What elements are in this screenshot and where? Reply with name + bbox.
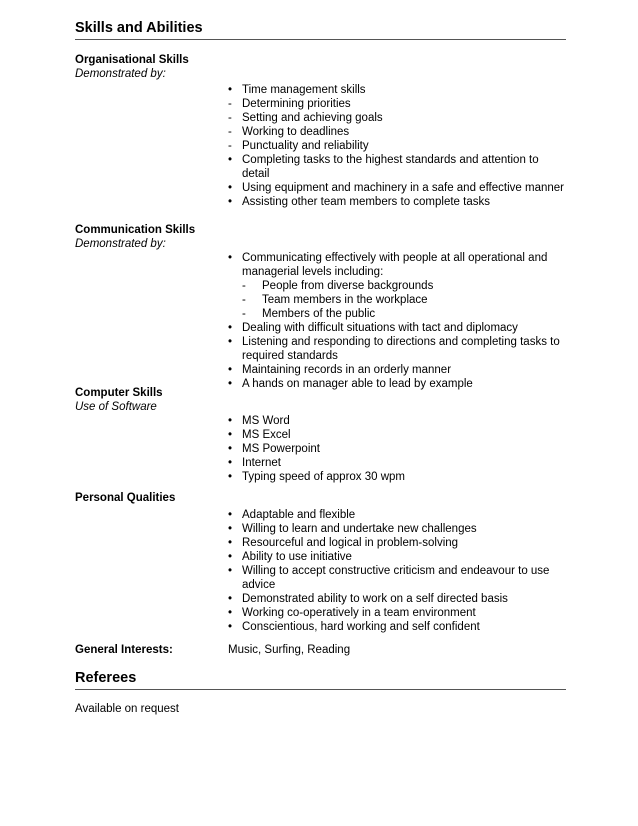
bullet-icon: •	[228, 551, 233, 563]
list-item	[228, 550, 568, 564]
list-item	[228, 307, 568, 321]
list-item	[228, 414, 568, 428]
personal-list	[228, 508, 568, 634]
list-item	[228, 592, 568, 606]
bullet-icon: •	[228, 252, 233, 264]
list-item	[228, 428, 568, 442]
bullet-icon: •	[228, 378, 233, 390]
list-item-text: Demonstrated ability to work on a self directed basis	[242, 593, 508, 605]
bullet-icon: •	[228, 537, 233, 549]
list-item	[228, 195, 568, 209]
bullet-icon: •	[228, 429, 233, 441]
list-item-text: Willing to learn and undertake new challenges	[242, 523, 477, 535]
list-item-text: Setting and achieving goals	[242, 112, 383, 124]
list-item-text: Ability to use initiative	[242, 551, 352, 563]
list-item	[228, 536, 568, 550]
list-item-text: Time management skills	[242, 84, 366, 96]
list-item-text: Assisting other team members to complete tasks	[242, 196, 490, 208]
list-item-text: MS Powerpoint	[242, 443, 320, 455]
list-item	[228, 522, 568, 536]
list-item	[228, 111, 568, 125]
list-item-text: Dealing with difficult situations with tact and diplomacy	[242, 322, 518, 334]
computer-subtitle: Use of Software	[75, 401, 157, 413]
list-item-text: People from diverse backgrounds	[262, 280, 434, 292]
bullet-icon: •	[228, 154, 233, 166]
interests-label: General Interests:	[75, 644, 173, 656]
list-item-text: Communicating effectively with people at all operational and managerial levels including:	[242, 252, 548, 278]
computer-list	[228, 414, 568, 484]
list-item	[228, 293, 568, 307]
bullet-icon: •	[228, 565, 233, 577]
list-item-text: Adaptable and flexible	[242, 509, 356, 521]
personal-title: Personal Qualities	[75, 492, 176, 504]
referees-text: Available on request	[75, 703, 179, 715]
bullet-icon: •	[228, 322, 233, 334]
list-item	[228, 363, 568, 377]
list-item	[228, 335, 568, 363]
bullet-icon: •	[228, 196, 233, 208]
bullet-icon: •	[228, 364, 233, 376]
dash-icon: -	[228, 112, 232, 124]
bullet-icon: •	[228, 607, 233, 619]
bullet-icon: •	[228, 509, 233, 521]
list-item-text: Members of the public	[262, 308, 376, 320]
list-item	[228, 181, 568, 195]
organisational-list	[228, 83, 568, 209]
list-item-text: Working co-operatively in a team environment	[242, 607, 476, 619]
computer-title: Computer Skills	[75, 387, 163, 399]
list-item-text: Team members in the workplace	[262, 294, 428, 306]
bullet-icon: •	[228, 593, 233, 605]
list-item	[228, 125, 568, 139]
bullet-icon: •	[228, 84, 233, 96]
list-item	[228, 279, 568, 293]
list-item-text: Conscientious, hard working and self confident	[242, 621, 480, 633]
list-item	[228, 470, 568, 484]
dash-icon: -	[242, 294, 246, 306]
list-item-text: Maintaining records in an orderly manner	[242, 364, 452, 376]
list-item	[228, 251, 568, 279]
dash-icon: -	[242, 280, 246, 292]
list-item	[228, 377, 568, 391]
dash-icon: -	[242, 308, 246, 320]
list-item-text: Completing tasks to the highest standards and attention to detail	[242, 154, 539, 180]
list-item-text: Typing speed of approx 30 wpm	[242, 471, 406, 483]
bullet-icon: •	[228, 443, 233, 455]
interests-value: Music, Surfing, Reading	[228, 644, 351, 656]
list-item	[228, 508, 568, 522]
list-item	[228, 139, 568, 153]
list-item-text: MS Excel	[242, 429, 291, 441]
bullet-icon: •	[228, 523, 233, 535]
communication-list	[228, 251, 568, 391]
list-item-text: A hands on manager able to lead by example	[242, 378, 473, 390]
dash-icon: -	[228, 98, 232, 110]
list-item-text: Working to deadlines	[242, 126, 350, 138]
communication-subtitle: Demonstrated by:	[75, 238, 166, 250]
list-item-text: Internet	[242, 457, 281, 469]
list-item	[228, 620, 568, 634]
referees-heading: Referees	[75, 670, 566, 690]
skills-heading: Skills and Abilities	[75, 20, 566, 40]
list-item-text: Resourceful and logical in problem-solving	[242, 537, 459, 549]
list-item	[228, 321, 568, 335]
communication-title: Communication Skills	[75, 224, 196, 236]
list-item	[228, 97, 568, 111]
bullet-icon: •	[228, 182, 233, 194]
list-item	[228, 83, 568, 97]
list-item-text: Determining priorities	[242, 98, 351, 110]
dash-icon: -	[228, 140, 232, 152]
list-item	[228, 442, 568, 456]
list-item-text: MS Word	[242, 415, 290, 427]
organisational-subtitle: Demonstrated by:	[75, 68, 166, 80]
list-item-text: Listening and responding to directions and completing tasks to required standards	[242, 336, 560, 362]
list-item	[228, 564, 568, 592]
bullet-icon: •	[228, 336, 233, 348]
list-item	[228, 456, 568, 470]
list-item-text: Willing to accept constructive criticism and endeavour to use advice	[242, 565, 550, 591]
list-item-text: Punctuality and reliability	[242, 140, 369, 152]
list-item-text: Using equipment and machinery in a safe and effective manner	[242, 182, 564, 194]
bullet-icon: •	[228, 415, 233, 427]
bullet-icon: •	[228, 457, 233, 469]
list-item	[228, 153, 568, 181]
bullet-icon: •	[228, 471, 233, 483]
organisational-title: Organisational Skills	[75, 54, 189, 66]
dash-icon: -	[228, 126, 232, 138]
list-item	[228, 606, 568, 620]
bullet-icon: •	[228, 621, 233, 633]
